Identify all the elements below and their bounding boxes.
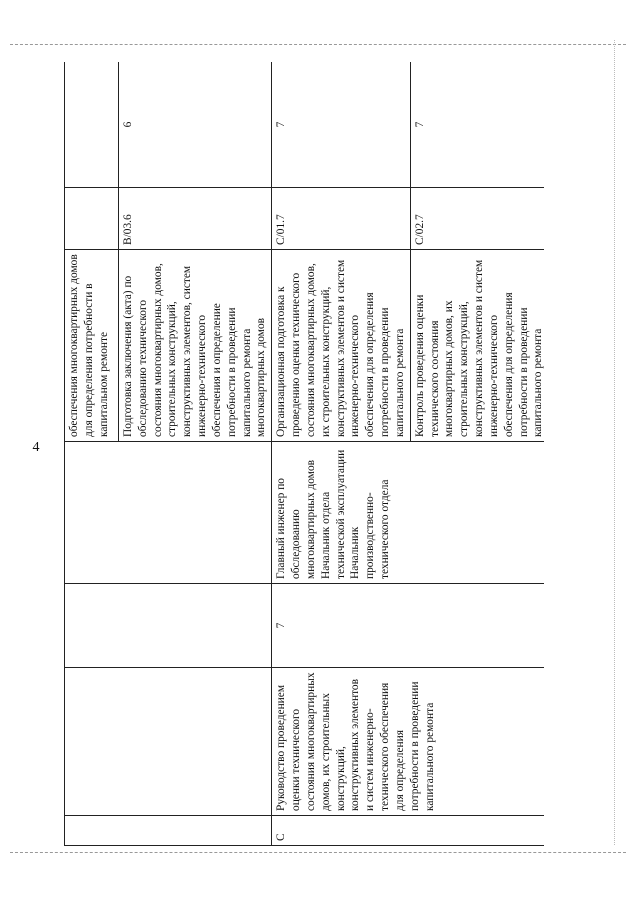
gen-function-name-cell	[65, 668, 272, 816]
labor-function-level-cell: 7	[410, 62, 544, 188]
labor-function-name-cell: Контроль проведения оценки технического состояния многоквартирных домов, их строительных конструкций, конструктивных элементов и систем инженерно-технического обеспечения для определения потребности в проведении капитального ремонта	[410, 250, 544, 442]
labor-function-code-cell: С/02.7	[410, 188, 544, 250]
labor-function-level-cell: 6	[119, 62, 272, 188]
labor-function-name-cell: Подготовка заключения (акта) по обследованию технического состояния многоквартирных домов, строительных конструкций, конструктивных элементов, систем инженерно-технического обеспечения и определение потребности в проведении капитального ремонта многоквартирных домов	[119, 250, 272, 442]
labor-function-code-cell: С/01.7	[272, 188, 410, 250]
labor-function-name-cell: Организационная подготовка к проведению оценки технического состояния многоквартирных домов, их строительных конструкций, конструктивных элементов и систем инженерно-технического обеспечения для определения потребности в проведении капитального ремонта	[272, 250, 410, 442]
rotated-table-wrapper	[64, 62, 544, 846]
document-stage	[64, 62, 544, 846]
positions-cell	[65, 442, 272, 584]
gen-function-name-cell: Руководство проведением оценки технического состояния многоквартирных домов, их строительных конструкций, конструктивных элементов и систем инженерно-технического обеспечения для определения потребности в проведении капитального ремонта	[272, 668, 544, 816]
labor-function-level-cell: 7	[272, 62, 410, 188]
scan-edge-bottom	[10, 852, 626, 853]
labor-function-level-cell	[65, 62, 119, 188]
labor-function-code-cell: В/03.6	[119, 188, 272, 250]
labor-function-code-cell	[65, 188, 119, 250]
scan-edge-right	[614, 40, 615, 845]
positions-cell: Главный инженер по обследованию многоквартирных домов Начальник отдела технической эксплуатации Начальник производственно-технического отдела	[272, 442, 544, 584]
gen-function-code-cell: С	[272, 816, 544, 846]
gen-function-code-cell	[65, 816, 272, 846]
functions-table	[64, 62, 544, 846]
scan-edge-top	[10, 44, 626, 45]
table-row	[272, 62, 410, 846]
gen-function-level-cell	[65, 584, 272, 668]
gen-function-level-cell: 7	[272, 584, 544, 668]
labor-function-name-cell: обеспечения многоквартирных домов для определения потребности в капитальном ремонте	[65, 250, 119, 442]
table-row	[65, 62, 119, 846]
page-number: 4	[32, 440, 40, 455]
